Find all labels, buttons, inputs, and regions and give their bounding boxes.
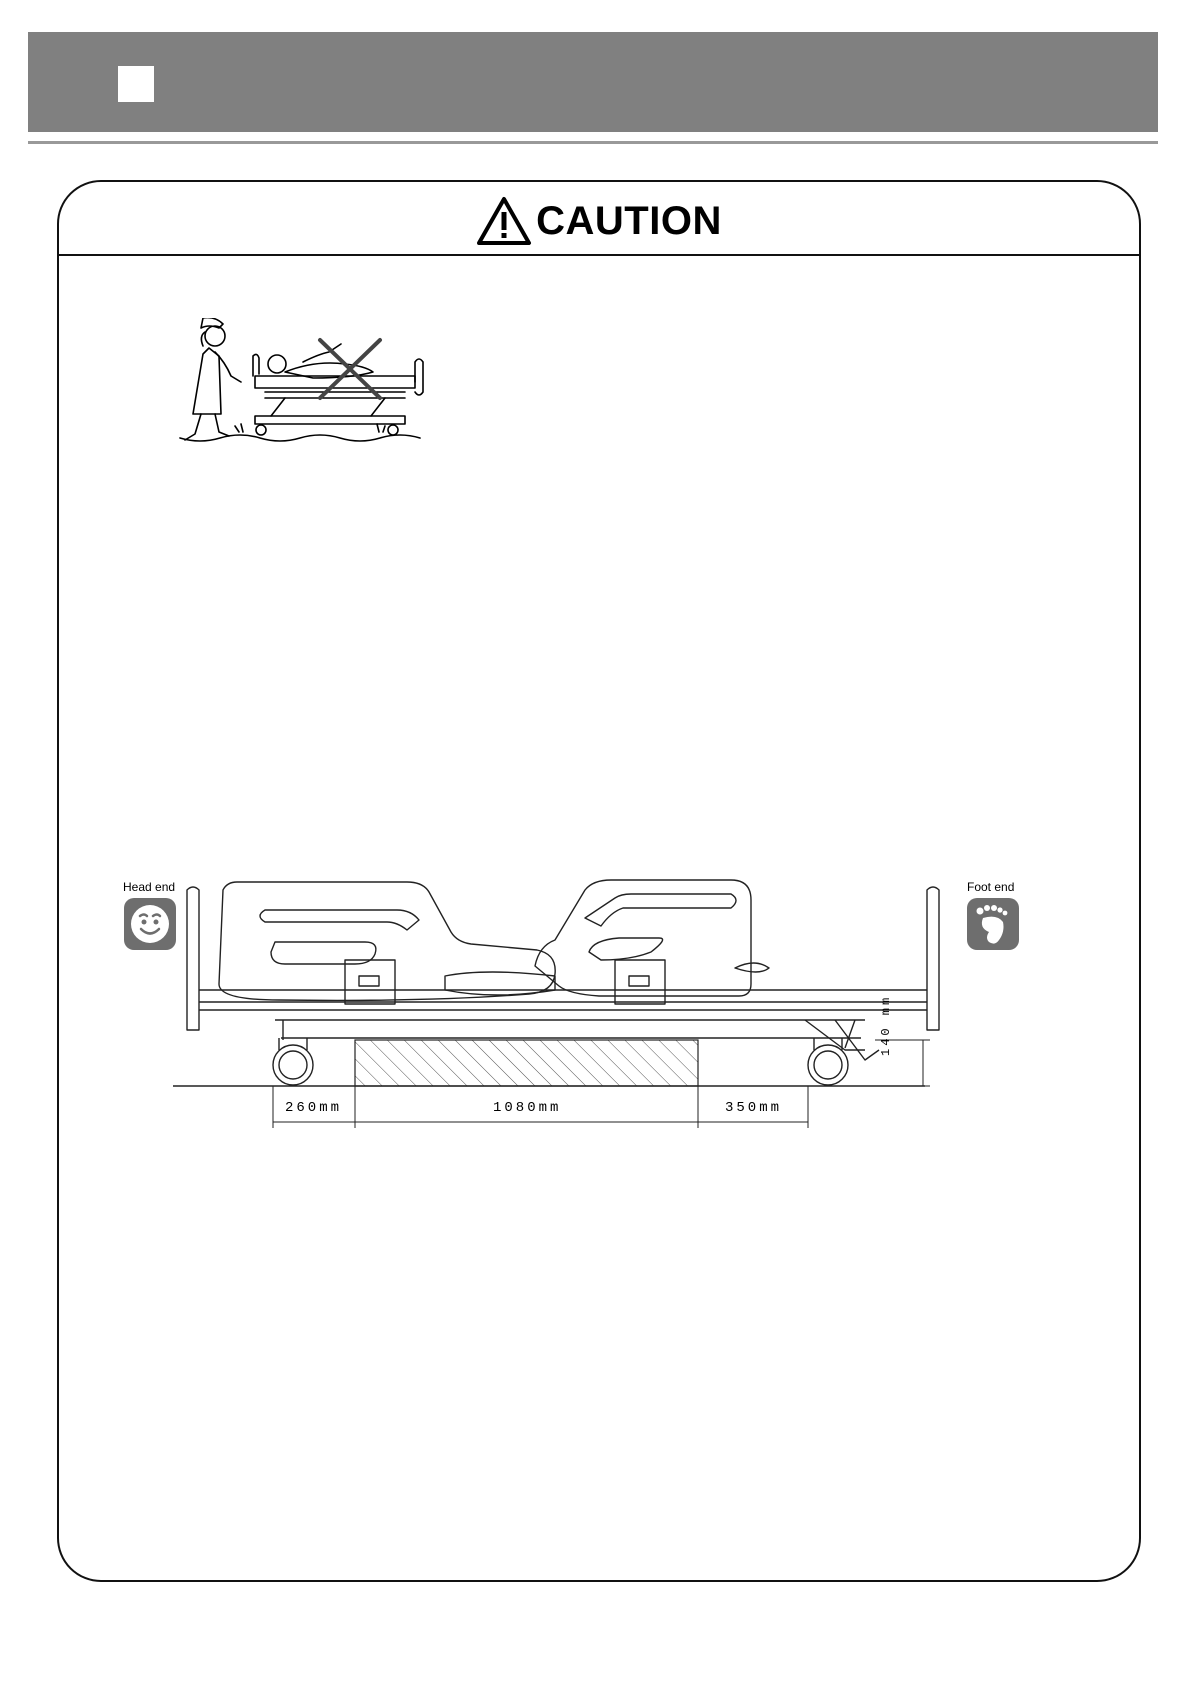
head-end-label: Head end	[123, 880, 176, 894]
dimension-left: 260mm	[285, 1100, 343, 1116]
foot-end-label: Foot end	[967, 880, 1015, 894]
dimension-height: 140 mm	[879, 994, 893, 1056]
dimension-right: 350mm	[725, 1100, 783, 1116]
header-band	[28, 32, 1158, 132]
section-marker	[118, 66, 154, 102]
bed-dimension-diagram	[115, 870, 1055, 1200]
bed-side-view	[115, 870, 1055, 1200]
warning-triangle-icon	[476, 196, 532, 246]
caution-heading	[59, 196, 1139, 246]
header-rule	[28, 141, 1158, 144]
caution-label: CAUTION	[536, 198, 722, 243]
prohibited-x-icon	[320, 340, 380, 398]
nurse-bed-illustration	[175, 318, 455, 478]
clearance-area	[355, 1040, 698, 1086]
panel-divider	[59, 254, 1139, 256]
dimension-middle: 1080mm	[493, 1100, 562, 1116]
